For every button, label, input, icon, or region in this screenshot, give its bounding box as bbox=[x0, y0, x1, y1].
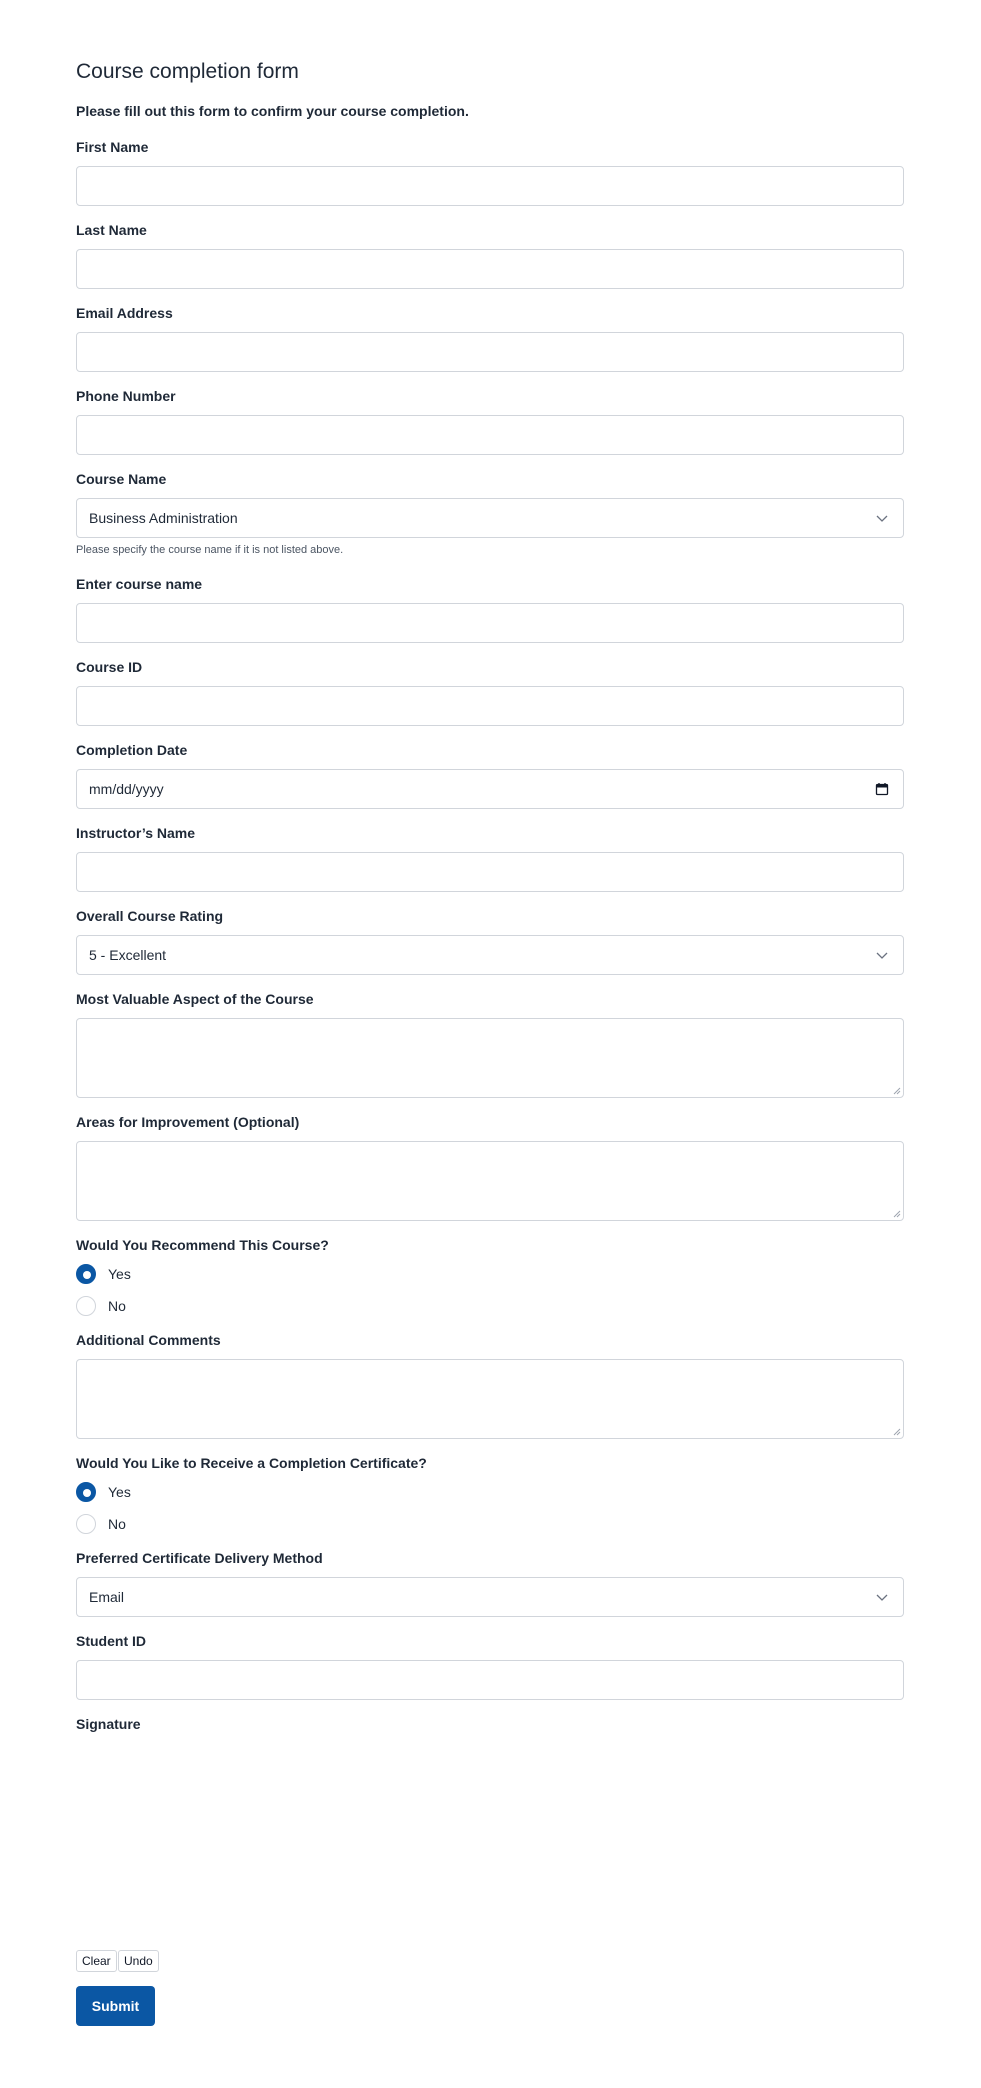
completion-date-input[interactable] bbox=[76, 769, 904, 809]
delivery-selected: Email bbox=[89, 1589, 125, 1605]
first-name-input[interactable] bbox=[76, 166, 904, 206]
radio-selected[interactable] bbox=[76, 1482, 96, 1502]
delivery-label: Preferred Certificate Delivery Method bbox=[76, 1550, 323, 1566]
instructor-label: Instructor’s Name bbox=[76, 825, 196, 841]
radio-label: Yes bbox=[108, 1484, 131, 1500]
course-id-input[interactable] bbox=[76, 686, 904, 726]
rating-label: Overall Course Rating bbox=[76, 908, 224, 924]
resize-grip-icon[interactable] bbox=[893, 1428, 901, 1436]
radio-label: Yes bbox=[108, 1266, 131, 1282]
last-name-label: Last Name bbox=[76, 222, 147, 238]
clear-signature-button[interactable]: Clear bbox=[76, 1950, 117, 1972]
valuable-label: Most Valuable Aspect of the Course bbox=[76, 991, 314, 1007]
enter-course-name-input[interactable] bbox=[76, 603, 904, 643]
calendar-icon[interactable] bbox=[875, 782, 889, 796]
course-id-label: Course ID bbox=[76, 659, 143, 675]
phone-input[interactable] bbox=[76, 415, 904, 455]
chevron-down-icon bbox=[875, 511, 889, 525]
email-input[interactable] bbox=[76, 332, 904, 372]
valuable-textarea[interactable] bbox=[76, 1018, 904, 1098]
course-name-select[interactable] bbox=[76, 498, 904, 538]
resize-grip-icon[interactable] bbox=[893, 1087, 901, 1095]
recommend-label: Would You Recommend This Course? bbox=[76, 1237, 329, 1253]
undo-signature-button[interactable]: Undo bbox=[118, 1950, 159, 1972]
delivery-select[interactable] bbox=[76, 1577, 904, 1617]
course-name-selected: Business Administration bbox=[89, 510, 238, 526]
completion-date-placeholder: mm/dd/yyyy bbox=[89, 781, 164, 797]
chevron-down-icon bbox=[875, 1590, 889, 1604]
radio-unselected[interactable] bbox=[76, 1514, 96, 1534]
rating-selected: 5 - Excellent bbox=[89, 947, 167, 963]
recommend-option-no[interactable] bbox=[76, 1295, 126, 1317]
chevron-down-icon bbox=[875, 948, 889, 962]
radio-label: No bbox=[108, 1298, 126, 1314]
enter-course-name-label: Enter course name bbox=[76, 576, 203, 592]
student-id-input[interactable] bbox=[76, 1660, 904, 1700]
instructor-input[interactable] bbox=[76, 852, 904, 892]
form-title: Course completion form bbox=[76, 60, 299, 83]
signature-label: Signature bbox=[76, 1716, 141, 1732]
radio-selected[interactable] bbox=[76, 1264, 96, 1284]
last-name-input[interactable] bbox=[76, 249, 904, 289]
comments-textarea[interactable] bbox=[76, 1359, 904, 1439]
email-label: Email Address bbox=[76, 305, 173, 321]
comments-label: Additional Comments bbox=[76, 1332, 221, 1348]
rating-select[interactable] bbox=[76, 935, 904, 975]
improvement-textarea[interactable] bbox=[76, 1141, 904, 1221]
certificate-option-no[interactable] bbox=[76, 1513, 126, 1535]
course-name-help: Please specify the course name if it is not listed above. bbox=[76, 544, 344, 556]
form-subtitle: Please fill out this form to confirm your course completion. bbox=[76, 103, 469, 119]
certificate-option-yes[interactable] bbox=[76, 1481, 131, 1503]
first-name-label: First Name bbox=[76, 139, 149, 155]
improvement-label: Areas for Improvement (Optional) bbox=[76, 1114, 300, 1130]
course-name-label: Course Name bbox=[76, 471, 167, 487]
completion-date-label: Completion Date bbox=[76, 742, 188, 758]
radio-unselected[interactable] bbox=[76, 1296, 96, 1316]
radio-label: No bbox=[108, 1516, 126, 1532]
certificate-label: Would You Like to Receive a Completion Certificate? bbox=[76, 1455, 427, 1471]
signature-pad[interactable] bbox=[76, 1740, 904, 1940]
resize-grip-icon[interactable] bbox=[893, 1210, 901, 1218]
submit-button[interactable]: Submit bbox=[76, 1986, 155, 2026]
recommend-option-yes[interactable] bbox=[76, 1263, 131, 1285]
phone-label: Phone Number bbox=[76, 388, 176, 404]
student-id-label: Student ID bbox=[76, 1633, 146, 1649]
